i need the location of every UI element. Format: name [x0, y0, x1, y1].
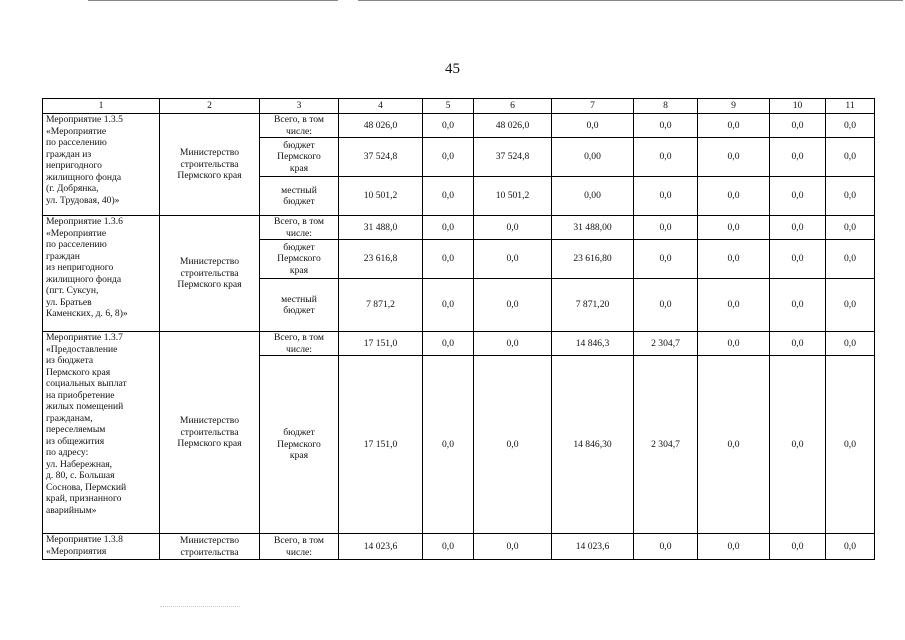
funding-source: Всего, в том числе: — [260, 534, 339, 560]
column-header: 1 — [43, 99, 160, 114]
value-cell: 0,0 — [474, 240, 552, 279]
value-cell: 17 151,0 — [339, 356, 423, 534]
value-cell: 37 524,8 — [339, 138, 423, 177]
value-cell: 0,0 — [770, 138, 826, 177]
value-cell: 0,0 — [423, 534, 474, 560]
value-cell: 0,0 — [423, 177, 474, 216]
value-cell: 0,0 — [770, 114, 826, 138]
value-cell: 0,0 — [698, 356, 770, 534]
responsible-ministry: Министерство строительства Пермского края — [160, 216, 260, 332]
value-cell: 0,0 — [423, 216, 474, 240]
value-cell: 0,0 — [423, 279, 474, 332]
responsible-ministry: Министерство строительства Пермского края — [160, 114, 260, 216]
funding-source: местный бюджет — [260, 177, 339, 216]
value-cell: 7 871,2 — [339, 279, 423, 332]
value-cell: 0,0 — [474, 279, 552, 332]
value-cell: 0,0 — [698, 279, 770, 332]
value-cell: 0,0 — [698, 332, 770, 356]
value-cell: 14 023,6 — [552, 534, 634, 560]
value-cell: 0,0 — [634, 279, 698, 332]
value-cell: 0,0 — [634, 240, 698, 279]
table-row — [43, 332, 875, 356]
column-header: 3 — [260, 99, 339, 114]
value-cell: 0,0 — [698, 177, 770, 216]
value-cell: 0,0 — [698, 114, 770, 138]
table-row — [43, 534, 875, 560]
value-cell: 14 023,6 — [339, 534, 423, 560]
value-cell: 0,0 — [698, 534, 770, 560]
activity-name: Мероприятие 1.3.5 «Мероприятие по расселению граждан из непригодного жилищного фонда (г. Добрянка, ул. Трудовая, 40)» — [43, 114, 160, 216]
value-cell: 0,0 — [423, 240, 474, 279]
value-cell: 14 846,30 — [552, 356, 634, 534]
column-header: 4 — [339, 99, 423, 114]
value-cell: 0,0 — [826, 216, 875, 240]
value-cell: 17 151,0 — [339, 332, 423, 356]
funding-source: Всего, в том числе: — [260, 216, 339, 240]
value-cell: 23 616,80 — [552, 240, 634, 279]
column-header: 6 — [474, 99, 552, 114]
column-header: 8 — [634, 99, 698, 114]
funding-source: бюджет Пермского края — [260, 240, 339, 279]
funding-source: бюджет Пермского края — [260, 356, 339, 534]
value-cell: 0,0 — [826, 138, 875, 177]
value-cell: 0,0 — [634, 138, 698, 177]
table-row — [43, 216, 875, 240]
budget-table — [42, 98, 875, 560]
activity-name: Мероприятие 1.3.7 «Предоставление из бюджета Пермского края социальных выплат на приобретение жилых помещений гражданам, переселяемым из общежития по адресу: ул. Набережная, д. 80, с. Большая Соснова, Пермский край, признанного аварийным» — [43, 332, 160, 534]
value-cell: 0,0 — [474, 216, 552, 240]
column-header: 5 — [423, 99, 474, 114]
funding-source: Всего, в том числе: — [260, 114, 339, 138]
page-number: 45 — [445, 61, 460, 77]
funding-source: местный бюджет — [260, 279, 339, 332]
value-cell: 2 304,7 — [634, 356, 698, 534]
value-cell: 0,0 — [423, 138, 474, 177]
value-cell: 0,0 — [770, 534, 826, 560]
value-cell: 14 846,3 — [552, 332, 634, 356]
value-cell: 2 304,7 — [634, 332, 698, 356]
column-header: 11 — [826, 99, 875, 114]
value-cell: 0,0 — [474, 534, 552, 560]
column-header: 9 — [698, 99, 770, 114]
column-header: 10 — [770, 99, 826, 114]
header-row — [43, 99, 875, 114]
value-cell: 0,0 — [826, 114, 875, 138]
value-cell: 0,0 — [770, 216, 826, 240]
value-cell: 0,0 — [826, 534, 875, 560]
activity-name: Мероприятие 1.3.8 «Мероприятия — [43, 534, 160, 560]
value-cell: 0,0 — [698, 138, 770, 177]
value-cell: 0,0 — [826, 356, 875, 534]
funding-source: Всего, в том числе: — [260, 332, 339, 356]
value-cell: 0,00 — [552, 138, 634, 177]
value-cell: 48 026,0 — [474, 114, 552, 138]
value-cell: 0,0 — [826, 177, 875, 216]
value-cell: 0,0 — [634, 216, 698, 240]
value-cell: 0,0 — [423, 356, 474, 534]
value-cell: 0,0 — [474, 332, 552, 356]
responsible-ministry: Министерство строительства — [160, 534, 260, 560]
column-header: 7 — [552, 99, 634, 114]
funding-source: бюджет Пермского края — [260, 138, 339, 177]
column-header: 2 — [160, 99, 260, 114]
value-cell: 0,0 — [698, 216, 770, 240]
value-cell: 0,0 — [770, 356, 826, 534]
value-cell: 31 488,0 — [339, 216, 423, 240]
scan-top-edge-left — [88, 0, 338, 1]
value-cell: 0,0 — [698, 240, 770, 279]
value-cell: 0,0 — [474, 356, 552, 534]
value-cell: 10 501,2 — [339, 177, 423, 216]
value-cell: 0,0 — [770, 240, 826, 279]
value-cell: 0,0 — [634, 177, 698, 216]
value-cell: 0,0 — [634, 114, 698, 138]
value-cell: 0,00 — [552, 177, 634, 216]
value-cell: 48 026,0 — [339, 114, 423, 138]
scan-artifact — [160, 606, 240, 607]
value-cell: 0,0 — [423, 332, 474, 356]
value-cell: 0,0 — [423, 114, 474, 138]
value-cell: 0,0 — [770, 177, 826, 216]
activity-name: Мероприятие 1.3.6 «Мероприятие по расселению граждан из непригодного жилищного фонда (пгт. Суксун, ул. Братьев Каменских, д. 6, 8)» — [43, 216, 160, 332]
value-cell: 0,0 — [826, 279, 875, 332]
value-cell: 0,0 — [770, 332, 826, 356]
value-cell: 0,0 — [634, 534, 698, 560]
value-cell: 7 871,20 — [552, 279, 634, 332]
value-cell: 0,0 — [826, 332, 875, 356]
responsible-ministry: Министерство строительства Пермского края — [160, 332, 260, 534]
scan-top-edge-right — [358, 0, 903, 1]
value-cell: 10 501,2 — [474, 177, 552, 216]
value-cell: 31 488,00 — [552, 216, 634, 240]
value-cell: 23 616,8 — [339, 240, 423, 279]
value-cell: 0,0 — [826, 240, 875, 279]
table-row — [43, 114, 875, 138]
value-cell: 0,0 — [770, 279, 826, 332]
value-cell: 37 524,8 — [474, 138, 552, 177]
value-cell: 0,0 — [552, 114, 634, 138]
